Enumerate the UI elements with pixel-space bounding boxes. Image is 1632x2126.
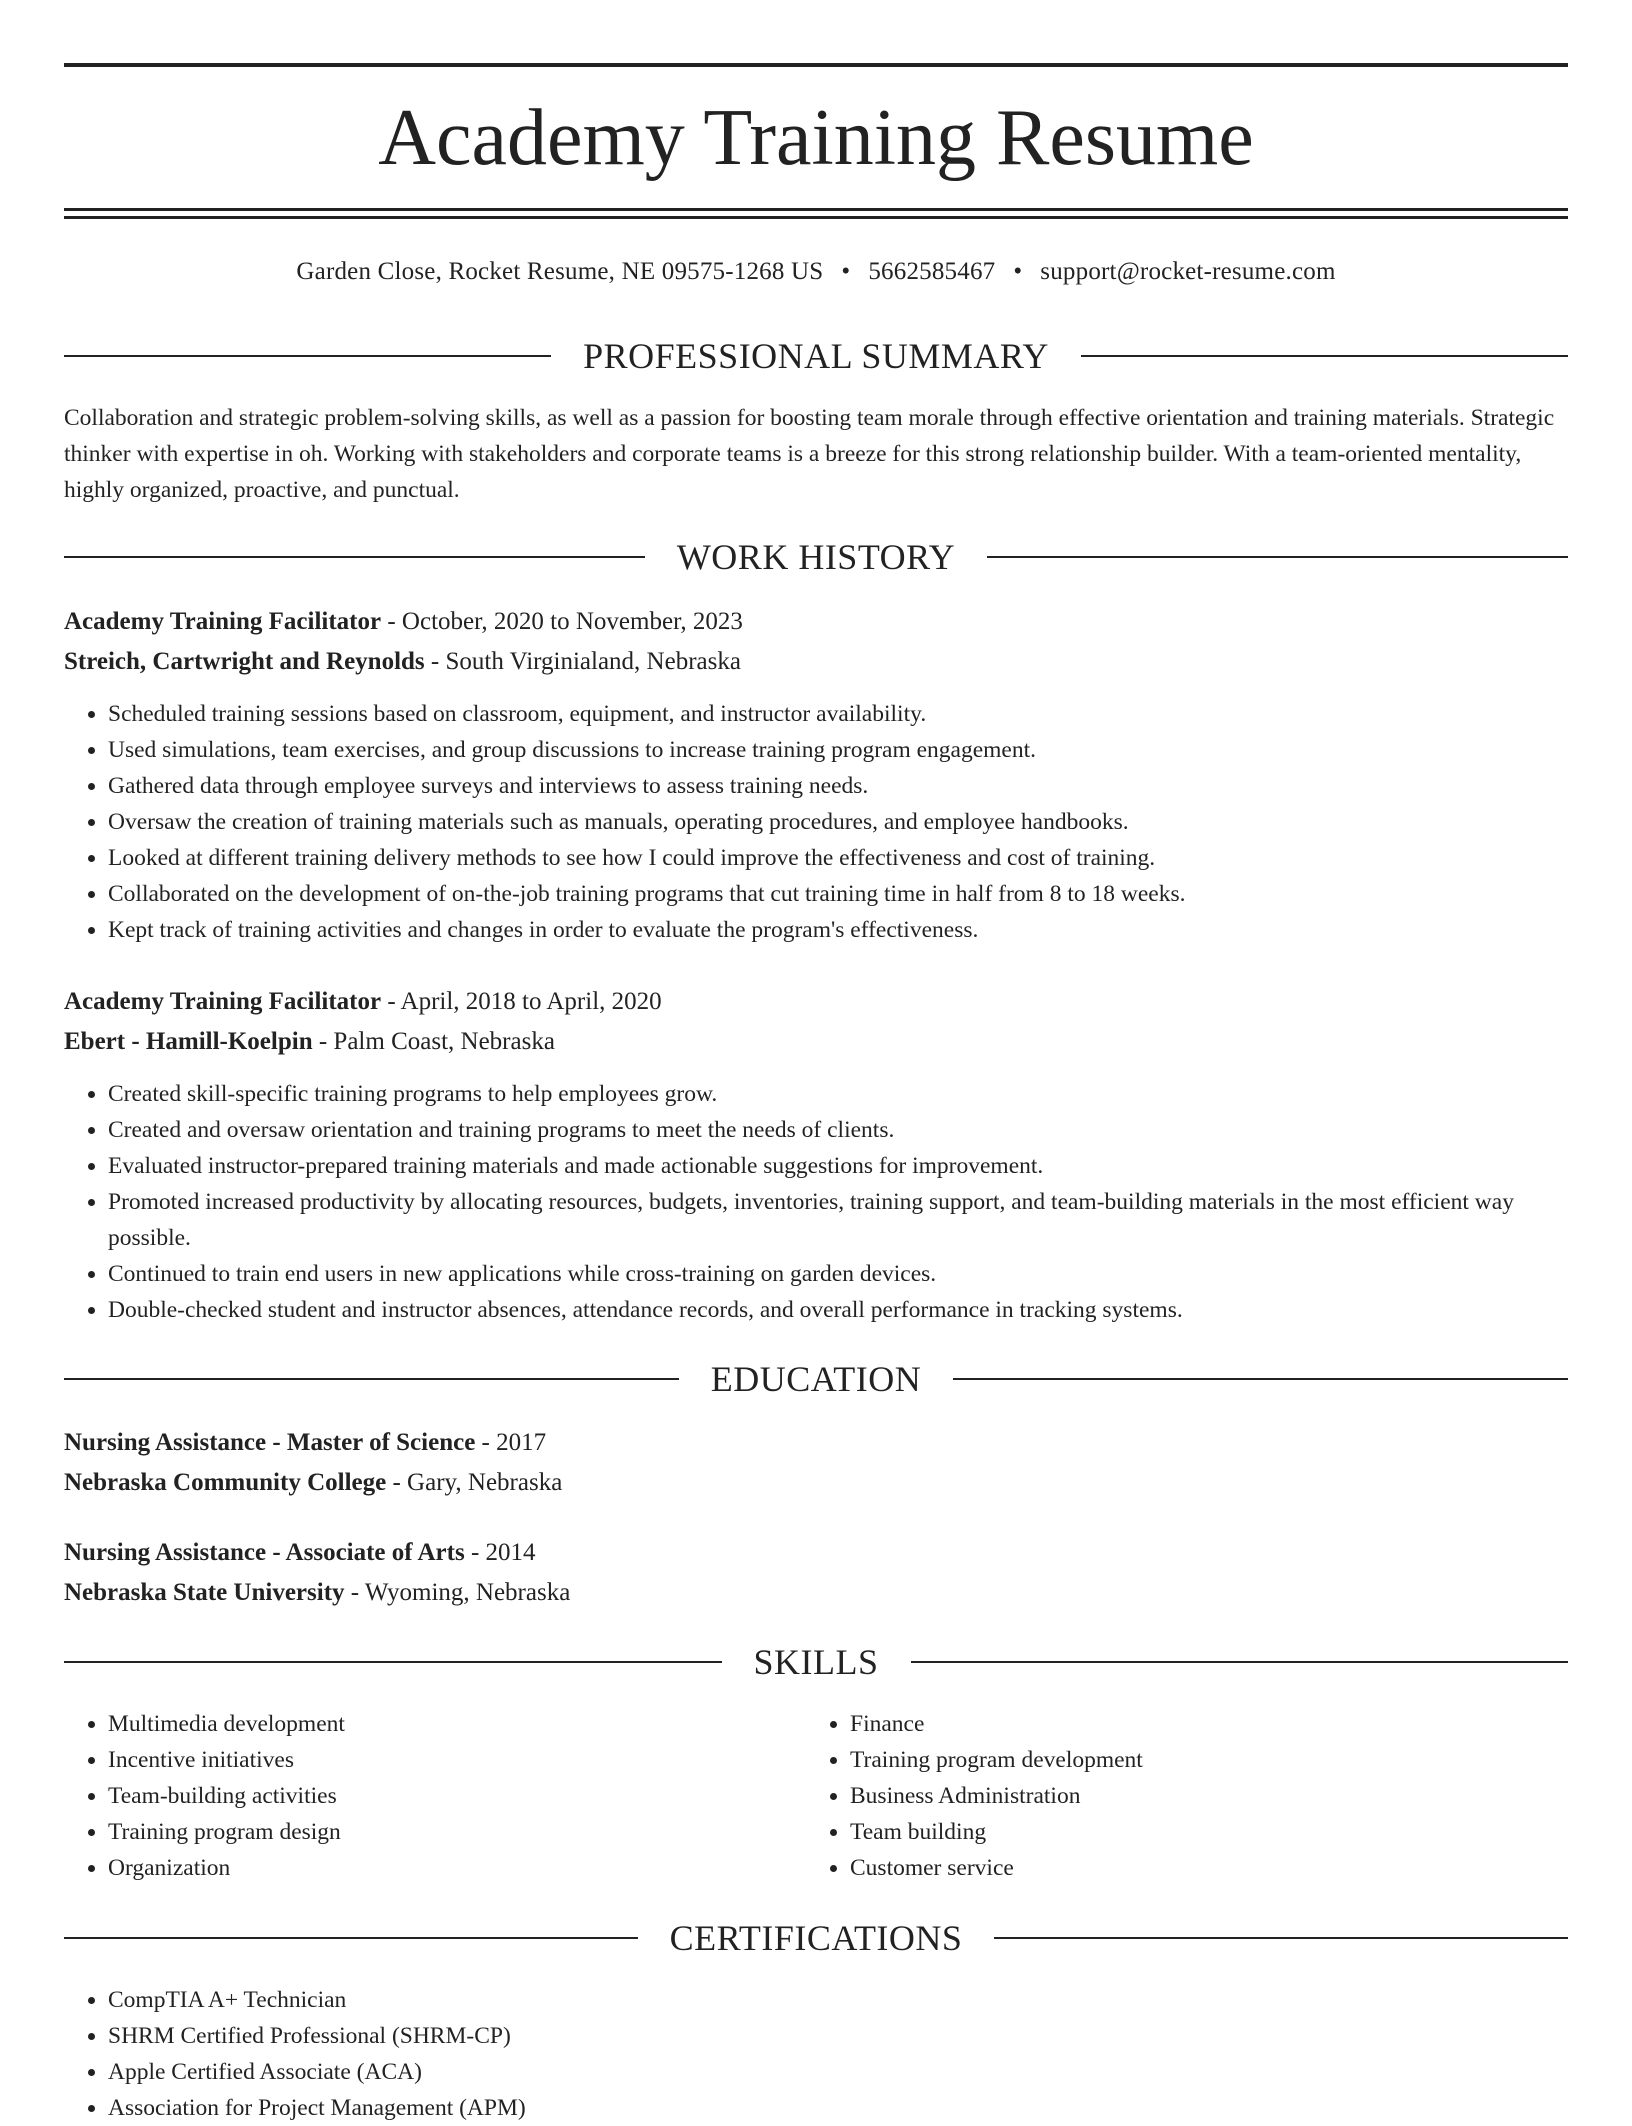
education-school	[64, 1463, 562, 1503]
school-location: - Gary, Nebraska	[386, 1469, 563, 1496]
degree-year: - 2014	[464, 1539, 536, 1566]
list-item: • Team building	[850, 1814, 1530, 1850]
job-employer	[64, 1022, 555, 1062]
heading-rule	[64, 1661, 722, 1663]
company-location: - South Virginialand, Nebraska	[424, 648, 741, 675]
degree-year: - 2017	[475, 1429, 547, 1456]
summary-paragraph: Collaboration and strategic problem-solving skills, as well as a passion for boosting team morale through effective orientation and training materials. Strategic thinker with expertise in oh. Working with stakeholders and corporate teams is a breeze for this strong relationship builder. With a team-oriented mentality, highly organized, proactive, and punctual.	[64, 405, 1555, 503]
contact-line	[64, 254, 1568, 290]
list-item: • Training program design	[108, 1814, 788, 1850]
job-duties-list	[64, 696, 1568, 948]
list-item: • Association for Project Management (APM)	[108, 2090, 1568, 2126]
job-duties-list	[64, 1076, 1568, 1328]
title-rule-lower	[64, 216, 1568, 219]
company-name: Streich, Cartwright and Reynolds	[64, 648, 425, 675]
list-item: • Multimedia development	[108, 1706, 788, 1742]
list-item: • Looked at different training delivery methods to see how I could improve the effectiveness and cost of training.	[108, 840, 1568, 876]
job-title: Academy Training Facilitator	[64, 608, 382, 635]
education-school	[64, 1573, 570, 1613]
list-item: • Collaborated on the development of on-the-job training programs that cut training time in half from 8 to 18 weeks.	[108, 876, 1568, 912]
section-title: PROFESSIONAL SUMMARY	[583, 336, 1049, 376]
list-item: • Customer service	[850, 1850, 1530, 1886]
list-item: • Double-checked student and instructor absences, attendance records, and overall performance in tracking systems.	[108, 1292, 1568, 1328]
school-location: - Wyoming, Nebraska	[344, 1579, 571, 1606]
section-title: WORK HISTORY	[676, 537, 956, 577]
skills-list-right	[806, 1706, 1530, 1886]
list-item: • Created skill-specific training programs to help employees grow.	[108, 1076, 1568, 1112]
school-name: Nebraska State University	[64, 1579, 345, 1606]
heading-rule	[64, 1937, 638, 1939]
section-title: EDUCATION	[710, 1359, 922, 1399]
list-item: • Business Administration	[850, 1778, 1530, 1814]
list-item: • Oversaw the creation of training materials such as manuals, operating procedures, and employee handbooks.	[108, 804, 1568, 840]
heading-rule	[64, 1378, 679, 1380]
section-heading-certifications	[64, 1914, 1568, 1962]
list-item: • Evaluated instructor-prepared training materials and made actionable suggestions for improvement.	[108, 1148, 1568, 1184]
list-item: • Created and oversaw orientation and training programs to meet the needs of clients.	[108, 1112, 1568, 1148]
section-title: SKILLS	[753, 1642, 879, 1682]
education-heading	[64, 1533, 536, 1573]
list-item: • Scheduled training sessions based on classroom, equipment, and instructor availability.	[108, 696, 1568, 732]
heading-rule	[64, 355, 551, 357]
contact-separator: •	[1013, 258, 1023, 285]
list-item: • Promoted increased productivity by allocating resources, budgets, inventories, training support, and team-building materials in the most efficient way possible.	[108, 1184, 1568, 1256]
contact-separator: •	[841, 258, 851, 285]
list-item: • Organization	[108, 1850, 788, 1886]
list-item: • Finance	[850, 1706, 1530, 1742]
heading-rule	[1081, 355, 1568, 357]
list-item: • Training program development	[850, 1742, 1530, 1778]
top-rule	[64, 63, 1568, 67]
contact-phone: 5662585467	[868, 258, 996, 285]
heading-rule	[953, 1378, 1568, 1380]
list-item: • Incentive initiatives	[108, 1742, 788, 1778]
certifications-list	[64, 1982, 1568, 2126]
company-location: - Palm Coast, Nebraska	[312, 1028, 555, 1055]
degree-name: Nursing Assistance - Associate of Arts	[64, 1539, 465, 1566]
list-item: • Used simulations, team exercises, and group discussions to increase training program engagement.	[108, 732, 1568, 768]
heading-rule	[994, 1937, 1568, 1939]
section-heading-work	[64, 533, 1568, 581]
education-heading	[64, 1423, 546, 1463]
school-name: Nebraska Community College	[64, 1469, 387, 1496]
list-item: • Apple Certified Associate (ACA)	[108, 2054, 1568, 2090]
job-title: Academy Training Facilitator	[64, 988, 382, 1015]
job-heading	[64, 982, 662, 1022]
resume-title: Academy Training Resume	[378, 94, 1254, 182]
heading-rule	[64, 556, 645, 558]
list-item: • Team-building activities	[108, 1778, 788, 1814]
skills-list-left	[64, 1706, 788, 1886]
job-heading	[64, 602, 743, 642]
section-heading-education	[64, 1355, 1568, 1403]
contact-email: support@rocket-resume.com	[1040, 258, 1336, 285]
job-dates: - October, 2020 to November, 2023	[381, 608, 743, 635]
job-dates: - April, 2018 to April, 2020	[381, 988, 662, 1015]
list-item: • Continued to train end users in new applications while cross-training on garden devices.	[108, 1256, 1568, 1292]
title-rule-upper	[64, 208, 1568, 211]
list-item: • Gathered data through employee surveys and interviews to assess training needs.	[108, 768, 1568, 804]
section-title: CERTIFICATIONS	[669, 1918, 963, 1958]
list-item: • CompTIA A+ Technician	[108, 1982, 1568, 2018]
degree-name: Nursing Assistance - Master of Science	[64, 1429, 476, 1456]
job-employer	[64, 642, 741, 682]
heading-rule	[911, 1661, 1569, 1663]
heading-rule	[987, 556, 1568, 558]
company-name: Ebert - Hamill-Koelpin	[64, 1028, 313, 1055]
section-heading-summary	[64, 332, 1568, 380]
section-heading-skills	[64, 1638, 1568, 1686]
list-item: • SHRM Certified Professional (SHRM-CP)	[108, 2018, 1568, 2054]
contact-address: Garden Close, Rocket Resume, NE 09575-1268 US	[296, 258, 824, 285]
list-item: • Kept track of training activities and changes in order to evaluate the program's effectiveness.	[108, 912, 1568, 948]
